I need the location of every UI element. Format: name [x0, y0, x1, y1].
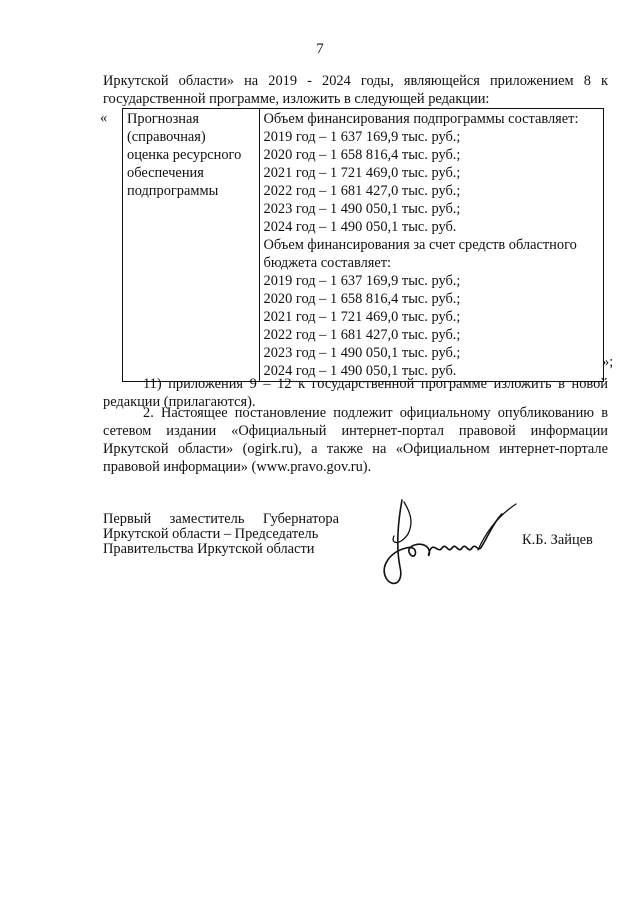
signatory-name: К.Б. Зайцев: [522, 532, 593, 548]
signatory-title-line: Иркутской области – Председатель: [103, 526, 319, 542]
value-line: 2022 год – 1 681 427,0 тыс. руб.;: [263, 183, 461, 199]
paragraph-11: 11) приложения 9 – 12 к государственной программе изложить в новой редакции (прилагаются).: [103, 376, 608, 410]
table-label-cell: [123, 109, 260, 382]
handwritten-signature: [370, 492, 520, 592]
value-line: 2020 год – 1 658 816,4 тыс. руб.;: [263, 147, 461, 163]
funding-table: [122, 108, 604, 382]
table-row: [123, 109, 604, 382]
label-line: оценка ресурсного: [127, 147, 242, 163]
value-line: 2021 год – 1 721 469,0 тыс. руб.;: [263, 309, 461, 325]
label-line: обеспечения: [127, 165, 204, 181]
signatory-title-line: Первый заместитель Губернатора: [103, 511, 339, 527]
signatory-title: [103, 512, 353, 557]
page-number: 7: [316, 41, 324, 57]
closing-quote: »;: [602, 354, 614, 370]
value-line: 2019 год – 1 637 169,9 тыс. руб.;: [263, 129, 461, 145]
value-line: 2023 год – 1 490 050,1 тыс. руб.;: [263, 345, 461, 361]
label-line: Прогнозная: [127, 111, 199, 127]
value-line: 2024 год – 1 490 050,1 тыс. руб.: [263, 363, 457, 379]
table-value-cell: [259, 109, 603, 382]
value-line: 2023 год – 1 490 050,1 тыс. руб.;: [263, 201, 461, 217]
value-line: 2020 год – 1 658 816,4 тыс. руб.;: [263, 291, 461, 307]
intro-paragraph: Иркутской области» на 2019 - 2024 годы, являющейся приложением 8 к государственной программе, изложить в следующей редакции:: [103, 73, 608, 107]
value-line: 2024 год – 1 490 050,1 тыс. руб.: [263, 219, 457, 235]
paragraph-2: 2. Настоящее постановление подлежит официальному опубликованию в сетевом издании «Официальный интернет-портал правовой информации Иркутской области» (ogirk.ru), а также на «Официальном интернет-портале правовой информации» (www.pravo.gov.ru).: [103, 405, 608, 475]
value-line: бюджета составляет:: [263, 255, 392, 271]
value-line: Объем финансирования подпрограммы составляет:: [263, 111, 579, 127]
value-line: 2022 год – 1 681 427,0 тыс. руб.;: [263, 327, 461, 343]
value-line: 2019 год – 1 637 169,9 тыс. руб.;: [263, 273, 461, 289]
value-line: Объем финансирования за счет средств областного: [263, 237, 577, 253]
value-line: 2021 год – 1 721 469,0 тыс. руб.;: [263, 165, 461, 181]
label-line: подпрограммы: [127, 183, 219, 199]
opening-quote: «: [100, 110, 108, 126]
signatory-title-line: Правительства Иркутской области: [103, 541, 315, 557]
label-line: (справочная): [127, 129, 206, 145]
